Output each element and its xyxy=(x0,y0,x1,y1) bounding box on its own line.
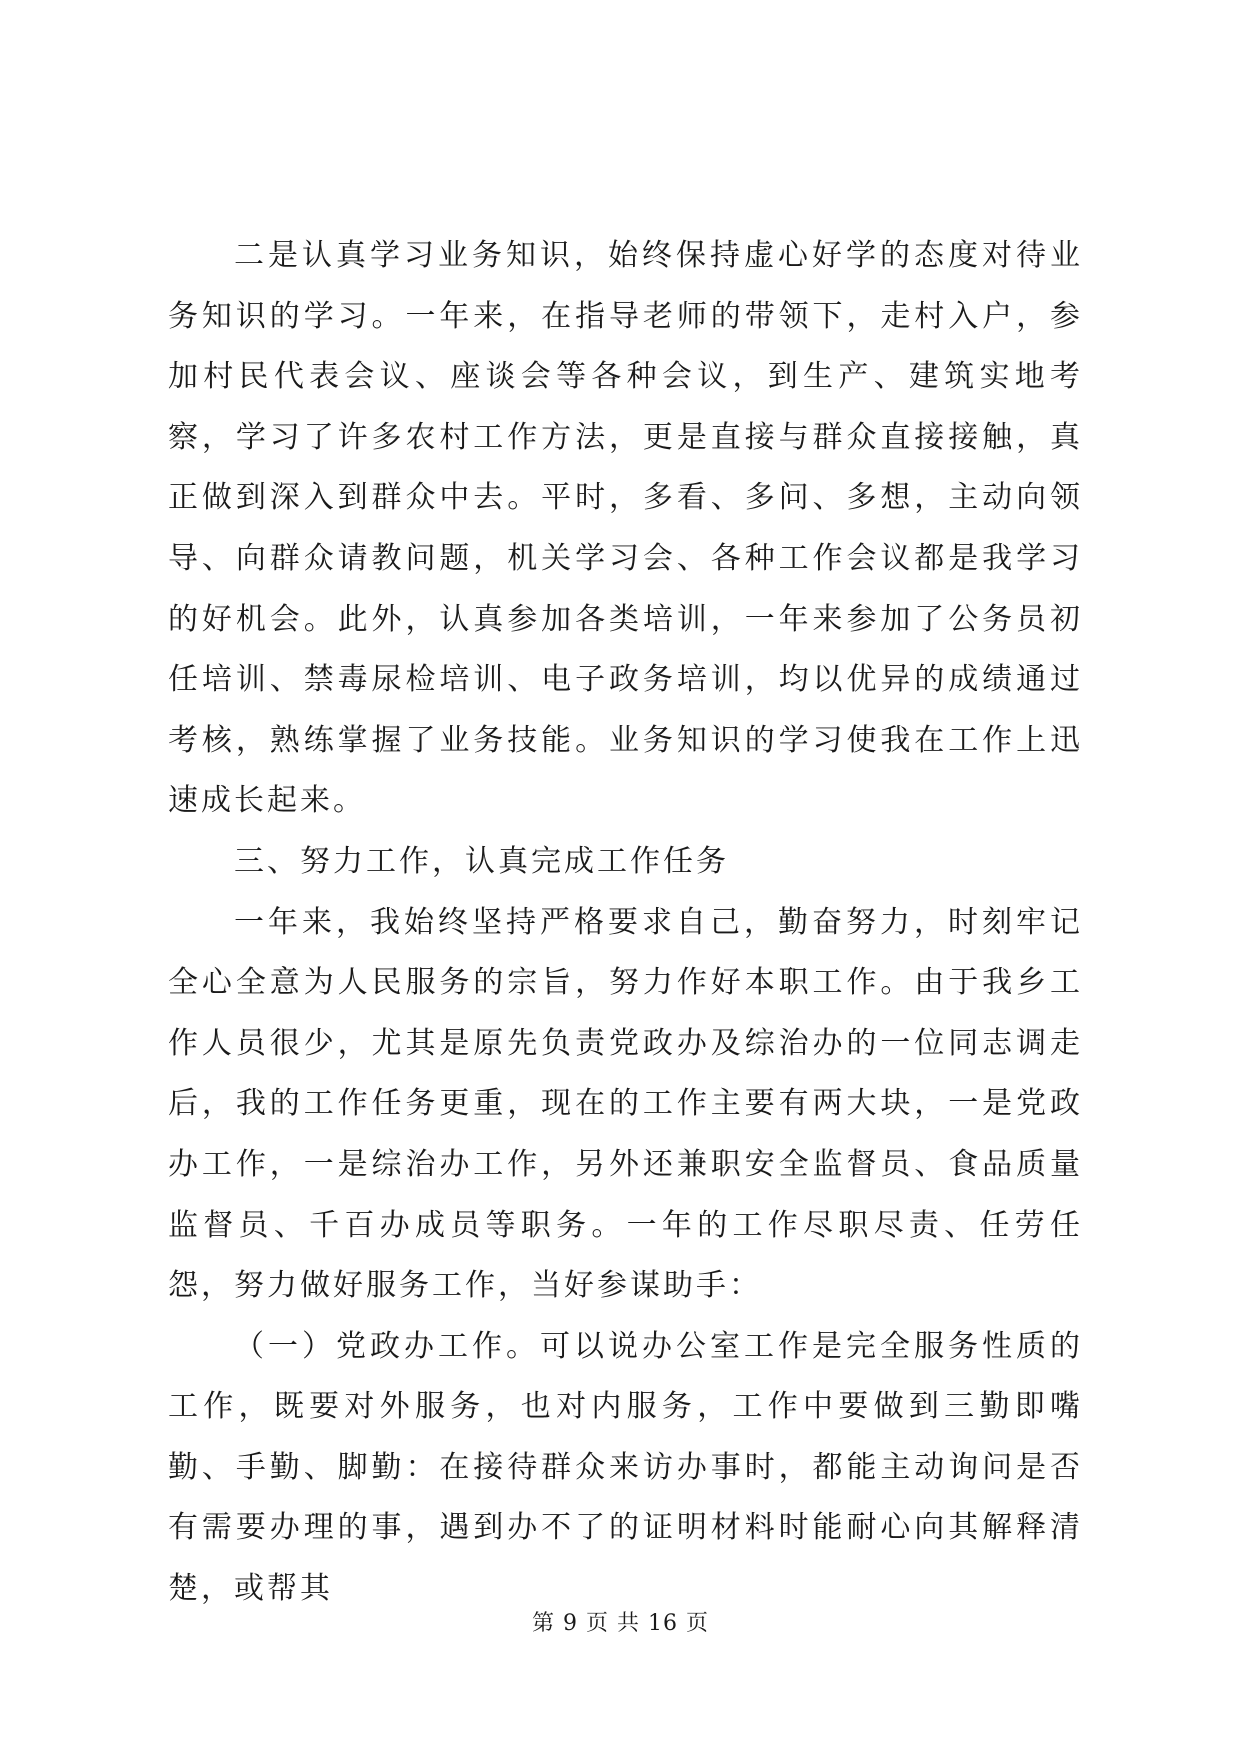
section-heading-work-tasks: 三、努力工作，认真完成工作任务 xyxy=(234,843,729,879)
paragraph-work-overview: 一年来，我始终坚持严格要求自己，勤奋努力，时刻牢记全心全意为人民服务的宗旨，努力作好本职工作。由于我乡工作人员很少，尤其是原先负责党政办及综治办的一位同志调走后，我的工作任务更重，现在的工作主要有两大块，一是党政办工作，一是综治办工作，另外还兼职安全监督员、食品质量监督员、千百办成员等职务。一年的工作尽职尽责、任劳任怨，努力做好服务工作，当好参谋助手： xyxy=(168,904,1083,1304)
paragraph-study-business: 二是认真学习业务知识，始终保持虚心好学的态度对待业务知识的学习。一年来，在指导老师的带领下，走村入户，参加村民代表会议、座谈会等各种会议，到生产、建筑实地考察，学习了许多农村工作方法，更是直接与群众直接接触，真正做到深入到群众中去。平时，多看、多问、多想，主动向领导、向群众请教问题，机关学习会、各种工作会议都是我学习的好机会。此外，认真参加各类培训，一年来参加了公务员初任培训、禁毒尿检培训、电子政务培训，均以优异的成绩通过考核，熟练掌握了业务技能。业务知识的学习使我在工作上迅速成长起来。 xyxy=(168,238,1083,819)
page-number-footer: 第 9 页 共 16 页 xyxy=(532,1611,709,1636)
paragraph-party-office-work: （一）党政办工作。可以说办公室工作是完全服务性质的工作，既要对外服务，也对内服务，工作中要做到三勤即嘴勤、手勤、脚勤：在接待群众来访办事时，都能主动询问是否有需要办理的事，遇到办不了的证明材料时能耐心向其解释清楚，或帮其 xyxy=(168,1328,1083,1607)
document-body xyxy=(168,226,1083,1620)
